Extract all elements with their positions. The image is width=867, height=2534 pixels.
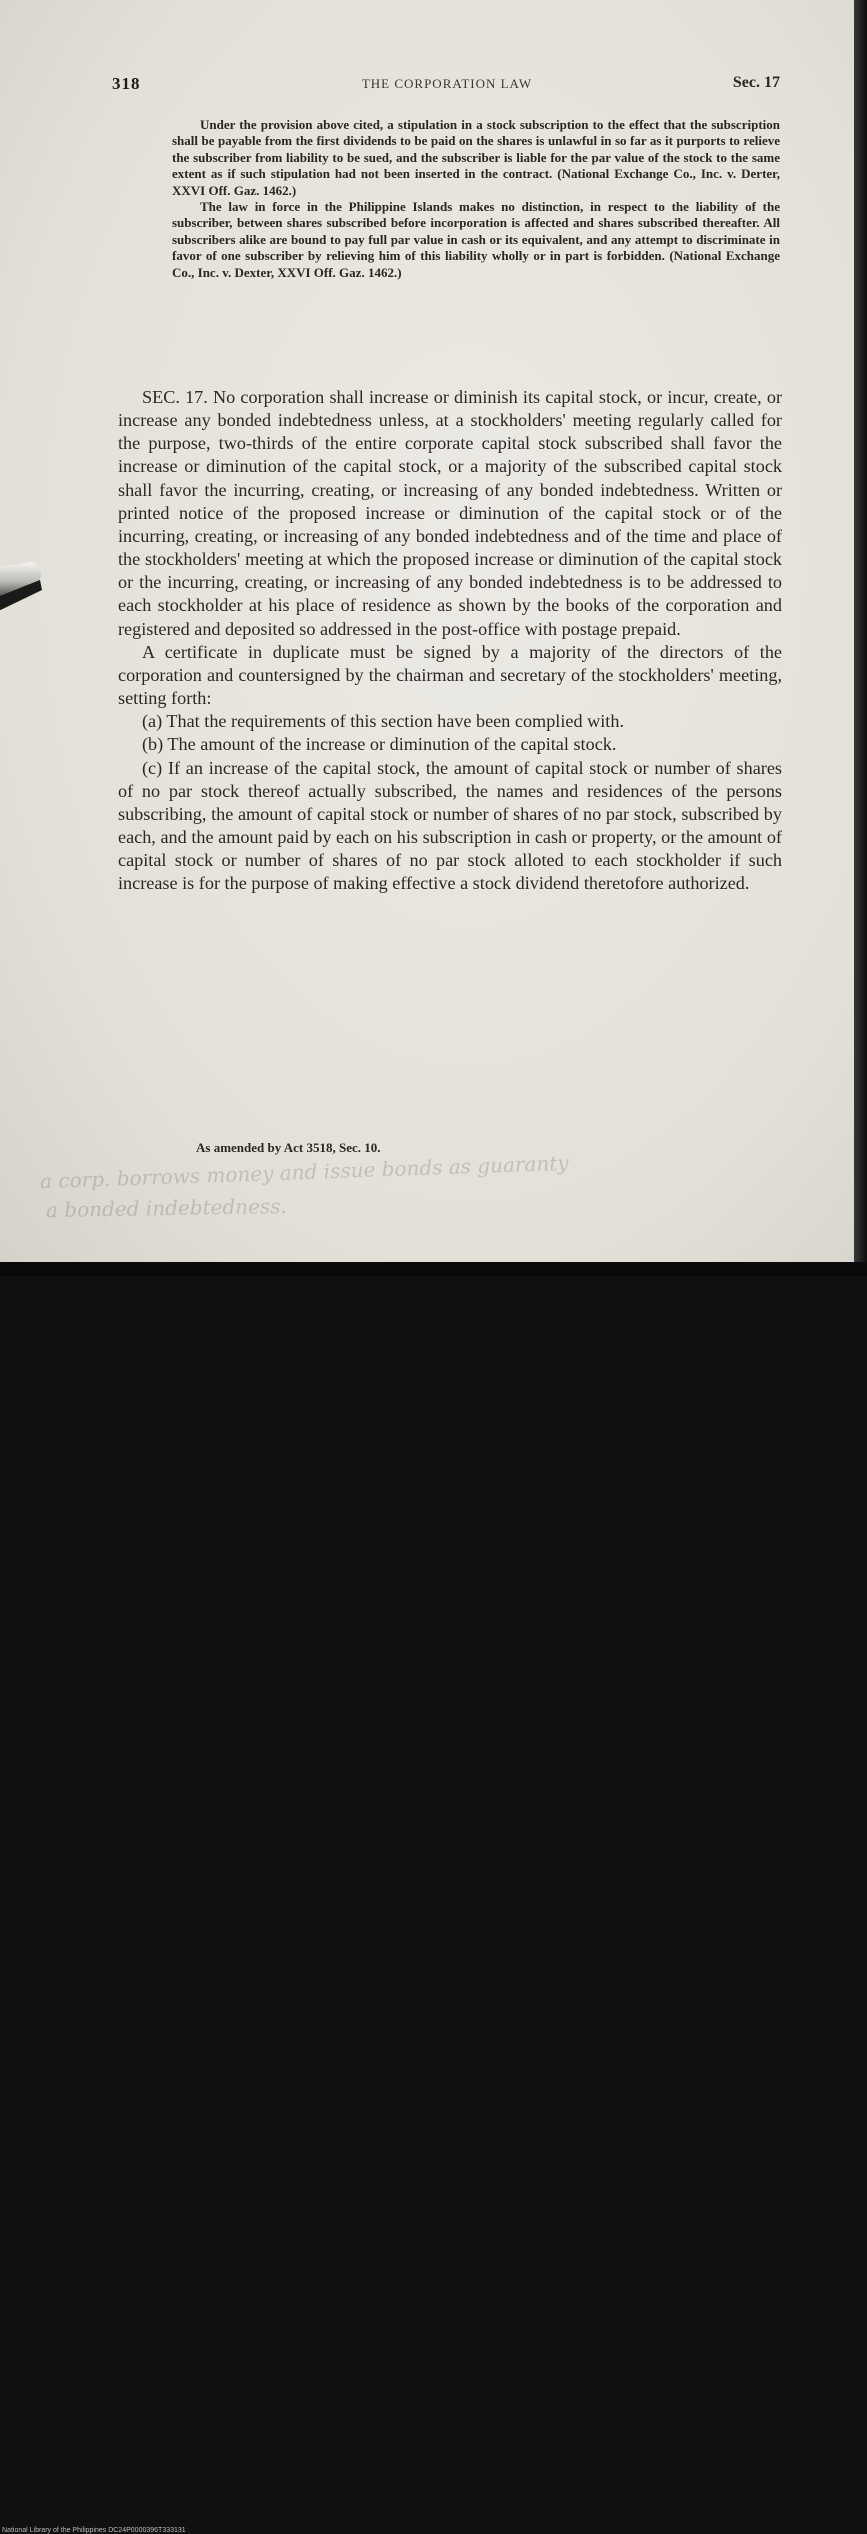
page-number: 318 <box>112 74 141 93</box>
section-paragraph-2: A certificate in duplicate must be signed by a majority of the directors of the corporation and countersigned by the chairman and secretary of the stockholders' meeting, setting forth: <box>118 641 782 709</box>
note-paragraph-2: The law in force in the Philippine Islands makes no distinction, in respect to the liability of the subscriber, between shares subscribed before incorporation is affected and shares subscribed thereafter. All subscribers alike are bound to pay full par value in cash or its equivalent, and any attempt to discriminate in favor of one subscriber by relieving him of this liability wholly or in part is forbidden. (National Exchange Co., Inc. v. Dexter, XXVI Off. Gaz. 1462.) <box>172 199 780 280</box>
scan-footer-text: National Library of the Philippines DC24P0000396T333131 <box>2 2527 186 2534</box>
amendment-note: As amended by Act 3518, Sec. 10. <box>196 1140 381 1155</box>
handwritten-annotation <box>39 1150 854 1236</box>
annotation-notes <box>172 117 780 281</box>
running-title: THE CORPORATION LAW <box>361 76 533 91</box>
section-paragraph-1 <box>118 386 782 641</box>
item-c: (c) If an increase of the capital stock, the amount of capital stock or number of shares of no par stock thereof actually subscribed, the names and residences of the persons subscribing, the amount of capital stock or number of shares of no par stock, subscribed by each, and the amount paid by each on his subscription in cash or property, or the amount of capital stock or number of shares of no par stock alloted to each stockholder if such increase is for the purpose of making effective a stock dividend theretofore authorized. <box>118 757 782 894</box>
handwriting-line-1: a corp. borrows money and issue bonds as guaranty <box>39 1150 569 1194</box>
handwriting-line-2: a bonded indebtedness. <box>45 1193 288 1223</box>
scan-edge-right <box>854 0 867 1276</box>
section-paragraph-1-text: No corporation shall increase or diminish its capital stock, or incur, create, or increase any bonded indebtedness unless, at a stockholders' meeting regularly called for the purpose, two-thirds of the entire corporate capital stock subscribed shall favor the increase or diminution of the capital stock, or a majority of the subscribed capital stock shall favor the incurring, creating, or increasing of any bonded indebtedness. Written or printed notice of the proposed increase or diminution of the capital stock or of the incurring, creating, or increasing of any bonded indebtedness and of the time and place of the stockholders' meeting at which the proposed increase or diminution of the capital stock or the incurring, creating, or increasing of any bonded indebtedness is to be addressed to each stockholder at his place of residence as shown by the books of the corporation and registered and deposited so addressed in the post-office with postage prepaid. <box>118 387 783 639</box>
scanned-page <box>0 0 854 1262</box>
section-label: Sec. 17 <box>732 74 780 91</box>
binder-clip-icon <box>0 550 50 620</box>
note-paragraph-1: Under the provision above cited, a stipulation in a stock subscription to the effect that the subscription shall be payable from the first dividends to be paid on the shares is unlawful in so far as it purports to relieve the subscriber from liability to be sued, and the subscriber is liable for the par value of the stock to the same extent as if such stipulation had not been inserted in the contract. (National Exchange Co., Inc. v. Derter, XXVI Off. Gaz. 1462.) <box>172 117 780 198</box>
scan-footer-strip <box>0 1262 867 2534</box>
item-a: (a) That the requirements of this section have been complied with. <box>142 711 624 732</box>
page-header <box>112 74 782 96</box>
item-b: (b) The amount of the increase or diminution of the capital stock. <box>142 734 617 755</box>
section-heading: SEC. 17. <box>142 387 208 407</box>
section-body <box>118 386 782 895</box>
